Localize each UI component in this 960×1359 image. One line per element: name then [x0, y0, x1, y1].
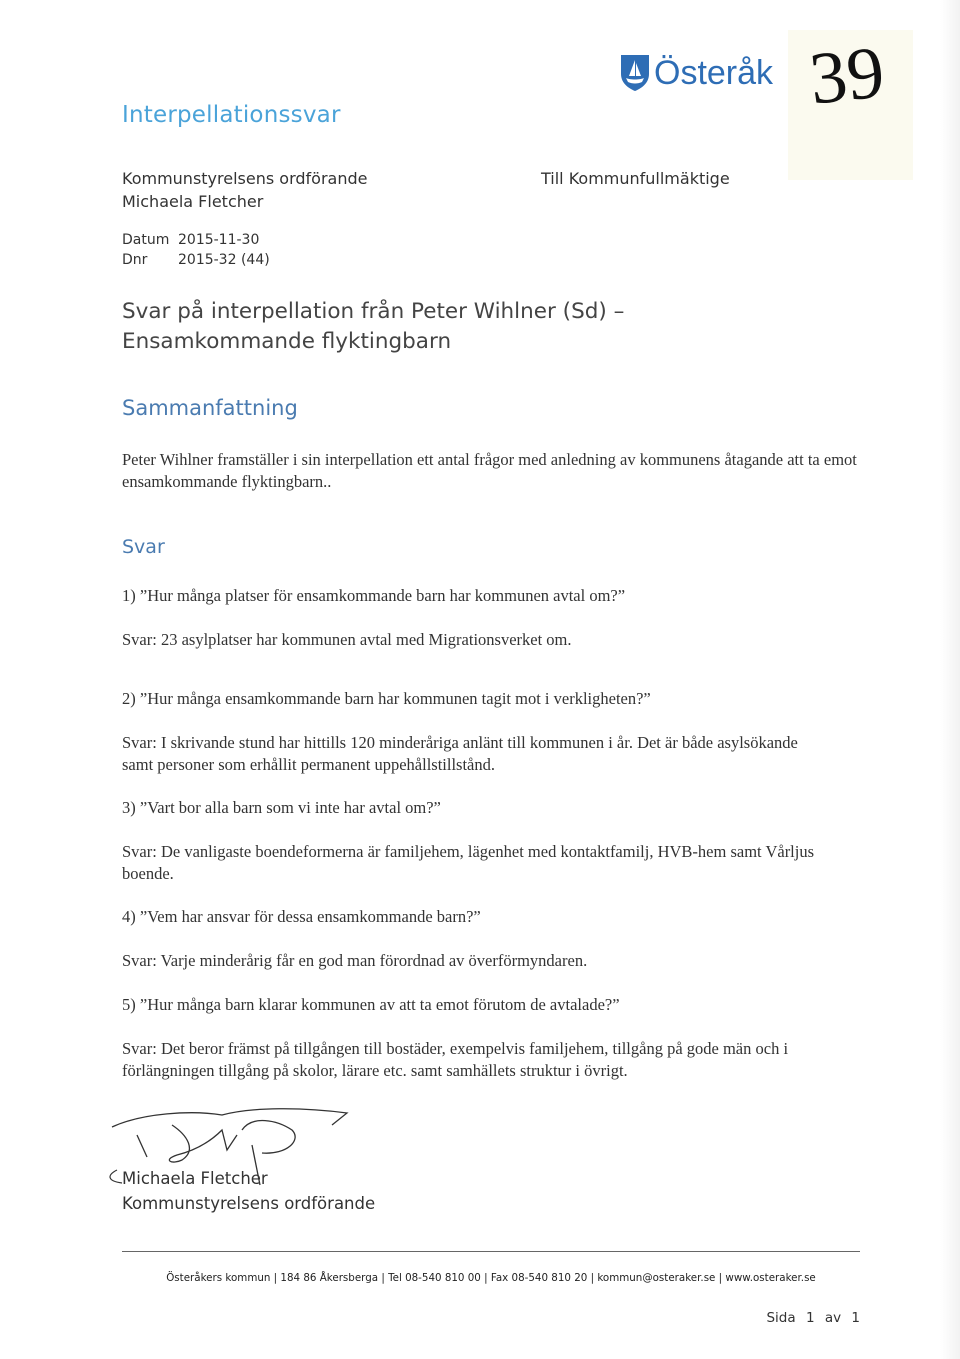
dnr-label: Dnr	[122, 252, 148, 268]
summary-heading: Sammanfattning	[122, 396, 298, 420]
dnr-value: 2015-32 (44)	[178, 252, 270, 268]
document-title: Svar på interpellation från Peter Wihlner (Sd) – Ensamkommande flyktingbarn	[122, 299, 625, 354]
question-1: 1) ”Hur många platser för ensamkommande barn har kommunen avtal om?”	[122, 586, 626, 605]
answer-4: Svar: Varje minderårig får en god man förordnad av överförmyndaren.	[122, 951, 588, 970]
signature-name: Michaela Fletcher	[122, 1169, 268, 1188]
answer-1: Svar: 23 asylplatser har kommunen avtal med Migrationsverket om.	[122, 630, 572, 649]
answer-2: Svar: I skrivande stund har hittills 120 minderåriga anlänt till kommunen i år. Det är både asylsökande samt personer som erhållit permanent uppehållstillstånd.	[122, 733, 798, 774]
answer-5: Svar: Det beror främst på tillgången till bostäder, exempelvis familjehem, tillgång på gode män och i förlängningen tillgång på skolor, lärare etc. samt samhällets struktur i övrigt.	[122, 1039, 789, 1080]
document-type-label: Interpellationssvar	[122, 102, 341, 128]
question-5: 5) ”Hur många barn klarar kommunen av att ta emot förutom de avtalade?”	[122, 995, 620, 1014]
page-edge-shadow	[940, 0, 960, 1359]
sender-role: Kommunstyrelsens ordförande	[122, 169, 368, 188]
page-indicator	[766, 1310, 860, 1326]
question-2: 2) ”Hur många ensamkommande barn har kommunen tagit mot i verkligheten?”	[122, 689, 651, 708]
page-current: 1	[805, 1310, 815, 1326]
page-label: Sida	[766, 1310, 796, 1326]
summary-text: Peter Wihlner framställer i sin interpellation ett antal frågor med anledning av kommunens åtagande att ta emot ensamkommande flyktingbarn..	[122, 450, 857, 491]
page-of: av	[824, 1310, 842, 1326]
footer-divider	[122, 1251, 860, 1252]
answer-3: Svar: De vanligaste boendeformerna är familjehem, lägenhet med kontaktfamilj, HVB-hem samt Vårljus boende.	[122, 842, 815, 883]
osteraker-logo	[620, 50, 790, 96]
signature-role: Kommunstyrelsens ordförande	[122, 1194, 376, 1213]
page-total: 1	[851, 1310, 860, 1326]
logo-wordmark: Österåk	[654, 53, 774, 92]
answer-heading: Svar	[122, 536, 165, 558]
meta-block	[122, 230, 270, 270]
datum-value: 2015-11-30	[178, 232, 260, 248]
datum-label: Datum	[122, 232, 170, 248]
signature-block	[122, 1166, 375, 1216]
recipient: Till Kommunfullmäktige	[541, 169, 730, 188]
sender-block	[122, 167, 367, 213]
footer-contact: Österåkers kommun | 184 86 Åkersberga | Tel 08-540 810 00 | Fax 08-540 810 20 | kommun@osteraker.se | www.osteraker.se	[166, 1272, 816, 1284]
handwritten-page-number: 39	[805, 31, 889, 121]
question-4: 4) ”Vem har ansvar för dessa ensamkommande barn?”	[122, 907, 481, 926]
coat-of-arms-icon	[620, 54, 650, 92]
question-3: 3) ”Vart bor alla barn som vi inte har avtal om?”	[122, 798, 441, 817]
sender-name: Michaela Fletcher	[122, 192, 264, 211]
